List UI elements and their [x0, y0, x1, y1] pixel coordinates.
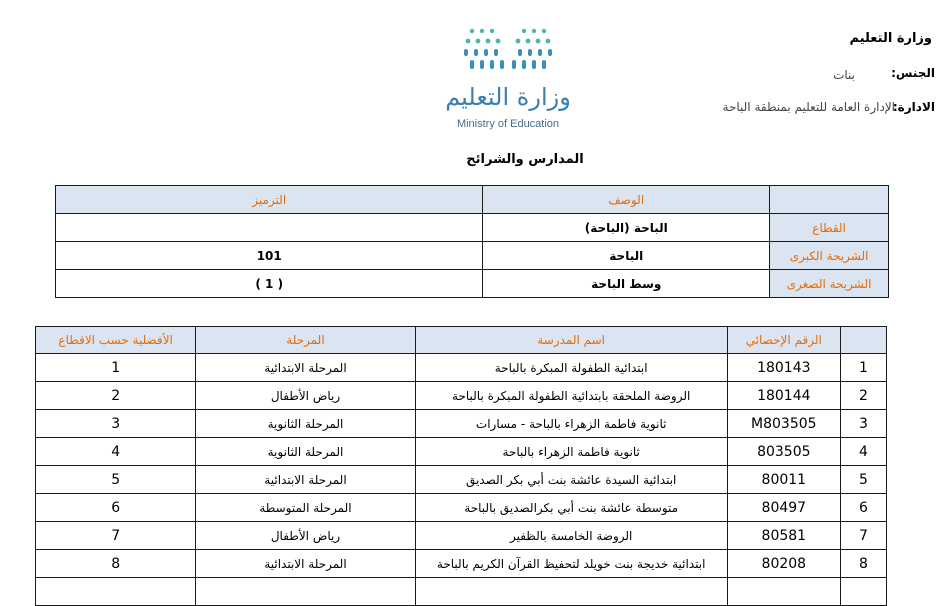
- school-stage: المرحلة الثانوية: [196, 438, 415, 466]
- school-stage: [196, 578, 415, 606]
- name-header: اسم المدرسة: [415, 327, 727, 354]
- school-name: ابتدائية الطفولة المبكرة بالباحة: [415, 354, 727, 382]
- school-stat-number: 80497: [727, 494, 840, 522]
- school-name: ثانوية فاطمة الزهراء بالباحة: [415, 438, 727, 466]
- school-rank: 8: [36, 550, 196, 578]
- school-name: متوسطة عائشة بنت أبي بكرالصديق بالباحة: [415, 494, 727, 522]
- gender-label: الجنس:: [891, 66, 935, 80]
- section-title: المدارس والشرائح: [466, 152, 584, 167]
- segment-label: الشريحة الصغرى: [770, 270, 889, 298]
- schools-table: [35, 326, 887, 606]
- table-row: [36, 578, 887, 606]
- gender-value: بنات: [833, 68, 855, 82]
- school-index: 5: [840, 466, 886, 494]
- segment-row-major: [56, 242, 889, 270]
- school-index: 8: [840, 550, 886, 578]
- school-stat-number: M803505: [727, 410, 840, 438]
- segment-code: [56, 214, 483, 242]
- school-index: [840, 578, 886, 606]
- ministry-title: وزارة التعليم: [849, 31, 932, 46]
- school-rank: 5: [36, 466, 196, 494]
- segment-code: 101: [56, 242, 483, 270]
- segments-table: [55, 185, 889, 298]
- school-stat-number: [727, 578, 840, 606]
- segment-desc: وسط الباحة: [483, 270, 770, 298]
- logo-arabic-text: وزارة التعليم: [445, 83, 571, 111]
- school-name: [415, 578, 727, 606]
- stat-header: الرقم الإحصائي: [727, 327, 840, 354]
- table-row: [36, 494, 887, 522]
- table-row: [36, 382, 887, 410]
- segment-desc: الباحة (الباحة): [483, 214, 770, 242]
- ministry-logo: [438, 25, 578, 135]
- desc-header: الوصف: [483, 186, 770, 214]
- school-index: 2: [840, 382, 886, 410]
- school-rank: 7: [36, 522, 196, 550]
- school-stat-number: 80011: [727, 466, 840, 494]
- school-name: الروضة الخامسة بالظفير: [415, 522, 727, 550]
- school-stage: رياض الأطفال: [196, 382, 415, 410]
- segment-label: الشريحة الكبرى: [770, 242, 889, 270]
- code-header: الترميز: [56, 186, 483, 214]
- label-header: [770, 186, 889, 214]
- school-stage: المرحلة الابتدائية: [196, 550, 415, 578]
- school-index: 7: [840, 522, 886, 550]
- admin-label: الادارة:: [892, 100, 935, 114]
- school-rank: 4: [36, 438, 196, 466]
- school-rank: 1: [36, 354, 196, 382]
- table-row: [36, 438, 887, 466]
- school-stage: المرحلة الابتدائية: [196, 466, 415, 494]
- school-stage: المرحلة المتوسطة: [196, 494, 415, 522]
- schools-header-row: [36, 327, 887, 354]
- school-rank: 6: [36, 494, 196, 522]
- school-index: 1: [840, 354, 886, 382]
- school-rank: [36, 578, 196, 606]
- school-rank: 2: [36, 382, 196, 410]
- school-stage: رياض الأطفال: [196, 522, 415, 550]
- school-name: الروضة الملحقة بابتدائية الطفولة المبكرة بالباحة: [415, 382, 727, 410]
- index-header: [840, 327, 886, 354]
- school-rank: 3: [36, 410, 196, 438]
- school-name: ثانوية فاطمة الزهراء بالباحة - مسارات: [415, 410, 727, 438]
- school-name: ابتدائية السيدة عائشة بنت أبي بكر الصديق: [415, 466, 727, 494]
- segment-row-minor: [56, 270, 889, 298]
- table-row: [36, 466, 887, 494]
- school-stage: المرحلة الابتدائية: [196, 354, 415, 382]
- stage-header: المرحلة: [196, 327, 415, 354]
- school-stat-number: 803505: [727, 438, 840, 466]
- table-row: [36, 410, 887, 438]
- table-row: [36, 522, 887, 550]
- school-stat-number: 80581: [727, 522, 840, 550]
- school-stat-number: 80208: [727, 550, 840, 578]
- segment-label: القطاع: [770, 214, 889, 242]
- segment-code: ( 1 ): [56, 270, 483, 298]
- school-name: ابتدائية خديجة بنت خويلد لتحفيظ القرآن الكريم بالباحة: [415, 550, 727, 578]
- table-row: [36, 550, 887, 578]
- logo-dots-icon: [438, 25, 578, 83]
- table-row: [36, 354, 887, 382]
- segments-header-row: [56, 186, 889, 214]
- school-index: 3: [840, 410, 886, 438]
- school-stat-number: 180144: [727, 382, 840, 410]
- school-stat-number: 180143: [727, 354, 840, 382]
- segment-row-sector: [56, 214, 889, 242]
- school-index: 4: [840, 438, 886, 466]
- school-stage: المرحلة الثانوية: [196, 410, 415, 438]
- segment-desc: الباحة: [483, 242, 770, 270]
- admin-value: الإدارة العامة للتعليم بمنطقة الباحة: [722, 100, 895, 114]
- logo-english-text: Ministry of Education: [456, 118, 560, 130]
- school-index: 6: [840, 494, 886, 522]
- rank-header: الأفضلية حسب الاقطاع: [36, 327, 196, 354]
